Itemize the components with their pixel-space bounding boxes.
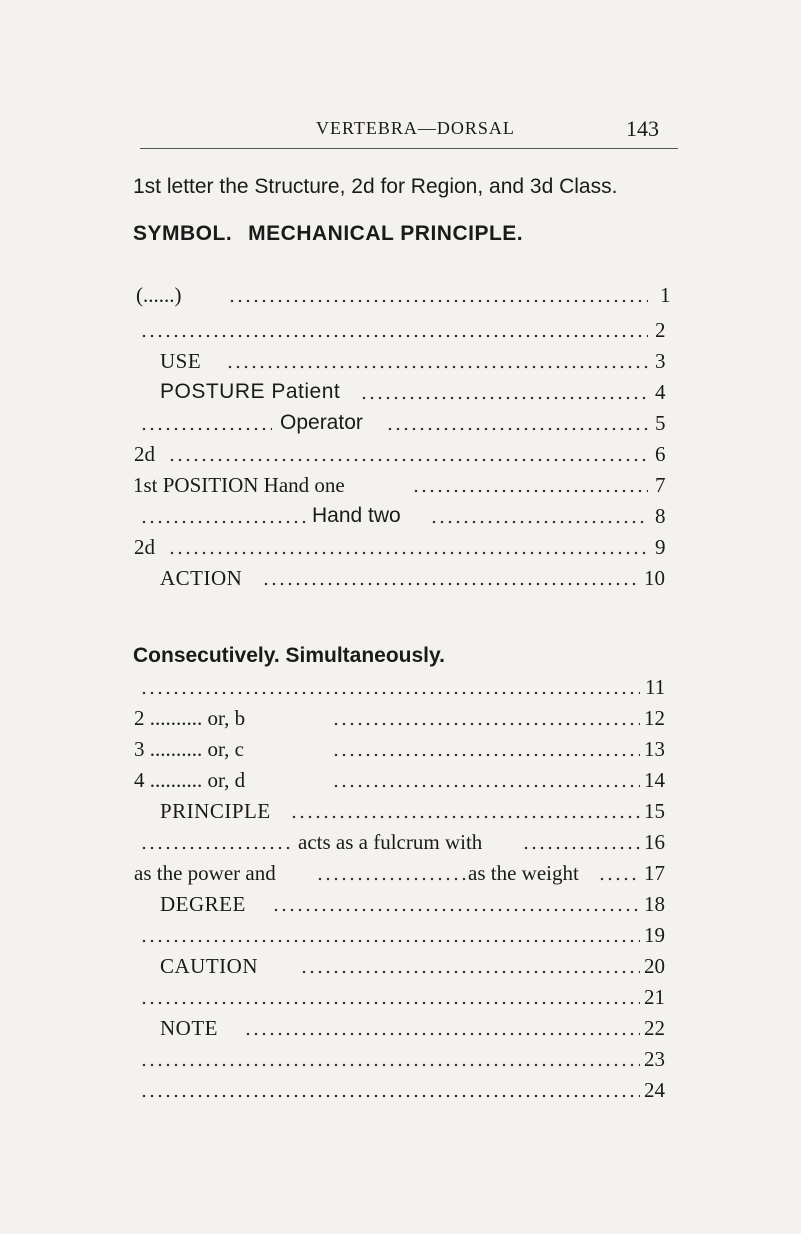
row-number: 14 (644, 768, 665, 792)
leader-dots (168, 458, 648, 462)
row-label: Operator (280, 411, 363, 434)
row-number: 2 (655, 318, 666, 342)
row-label: PRINCIPLE (160, 799, 271, 823)
row-label: 1st POSITION Hand one (133, 473, 345, 497)
list-item (0, 442, 801, 470)
list-item (0, 1016, 801, 1044)
header-rule (140, 148, 678, 149)
column-headings (133, 222, 523, 246)
row-label: 3 .......... or, c (134, 737, 244, 761)
row-label: as the power and (134, 861, 276, 885)
row-number: 4 (655, 380, 666, 404)
row-number: 21 (644, 985, 665, 1009)
row-number: 23 (644, 1047, 665, 1071)
row-number: 12 (644, 706, 665, 730)
row-label: acts as a fulcrum with (298, 830, 483, 854)
leader-dots (332, 753, 640, 757)
leader-dots (140, 939, 640, 943)
row-label: DEGREE (160, 892, 246, 916)
principle-heading: MECHANICAL PRINCIPLE. (248, 222, 524, 245)
row-number: 11 (645, 675, 666, 699)
leader-dots (244, 1032, 640, 1036)
row-number: 17 (644, 861, 665, 885)
list-item (0, 675, 801, 703)
leader-dots (522, 846, 640, 850)
list-item (0, 768, 801, 796)
leader-dots (140, 520, 308, 524)
row-number: 3 (655, 349, 666, 373)
list-item (0, 830, 801, 858)
row-label-second: as the weight (468, 861, 579, 885)
symbol-heading: SYMBOL. (133, 222, 233, 245)
leader-dots (140, 1063, 640, 1067)
list-item (0, 411, 801, 439)
row-number: 19 (644, 923, 665, 947)
list-item (0, 566, 801, 594)
leader-dots (228, 299, 648, 303)
list-item (0, 1078, 801, 1106)
list-item (0, 283, 801, 311)
leader-dots (300, 970, 640, 974)
row-number: 20 (644, 954, 665, 978)
list-item (0, 954, 801, 982)
row-label: NOTE (160, 1016, 218, 1040)
list-item (0, 799, 801, 827)
leader-dots (140, 691, 640, 695)
list-item (0, 892, 801, 920)
leader-dots (140, 1094, 640, 1098)
row-label: Hand two (312, 504, 401, 527)
leader-dots (168, 551, 648, 555)
row-label: (......) (136, 283, 182, 307)
row-number: 6 (655, 442, 666, 466)
row-label: 4 .......... or, d (134, 768, 246, 792)
row-label: POSTURE Patient (160, 380, 341, 403)
list-item (0, 737, 801, 765)
row-label: 2d (134, 442, 155, 466)
leader-dots (386, 427, 648, 431)
leader-dots (598, 877, 640, 881)
leader-dots (332, 722, 640, 726)
leader-dots (290, 815, 640, 819)
row-label: 2 .......... or, b (134, 706, 246, 730)
row-label: 2d (134, 535, 155, 559)
row-number: 9 (655, 535, 666, 559)
leader-dots (140, 846, 290, 850)
row-number: 5 (655, 411, 666, 435)
leader-dots (262, 582, 640, 586)
section-label: Consecutively. Simultaneously. (133, 644, 445, 667)
list-item (0, 380, 801, 408)
row-number: 1 (660, 283, 671, 307)
row-number: 7 (655, 473, 666, 497)
list-item (0, 349, 801, 377)
row-number: 13 (644, 737, 665, 761)
row-number: 18 (644, 892, 665, 916)
leader-dots (140, 334, 648, 338)
list-item (0, 861, 801, 889)
row-label: ACTION (160, 566, 243, 590)
leader-dots (226, 365, 648, 369)
leader-dots (316, 877, 466, 881)
leader-dots (140, 1001, 640, 1005)
row-number: 22 (644, 1016, 665, 1040)
list-item (0, 318, 801, 346)
leader-dots (430, 520, 648, 524)
row-number: 8 (655, 504, 666, 528)
list-item (0, 923, 801, 951)
leader-dots (360, 396, 648, 400)
leader-dots (332, 784, 640, 788)
page-header (0, 116, 801, 146)
running-head: VERTEBRA—DORSAL (316, 118, 515, 138)
list-item (0, 706, 801, 734)
leader-dots (272, 908, 640, 912)
list-item (0, 535, 801, 563)
list-item (0, 1047, 801, 1075)
subtitle: 1st letter the Structure, 2d for Region, and 3d Class. (133, 175, 618, 198)
page-number: 143 (626, 116, 659, 141)
row-number: 16 (644, 830, 665, 854)
leader-dots (412, 489, 648, 493)
row-number: 15 (644, 799, 665, 823)
list-item (0, 985, 801, 1013)
list-item (0, 504, 801, 532)
row-label: CAUTION (160, 954, 258, 978)
list-item (0, 473, 801, 501)
row-label: USE (160, 349, 202, 373)
leader-dots (140, 427, 272, 431)
row-number: 24 (644, 1078, 665, 1102)
row-number: 10 (644, 566, 665, 590)
